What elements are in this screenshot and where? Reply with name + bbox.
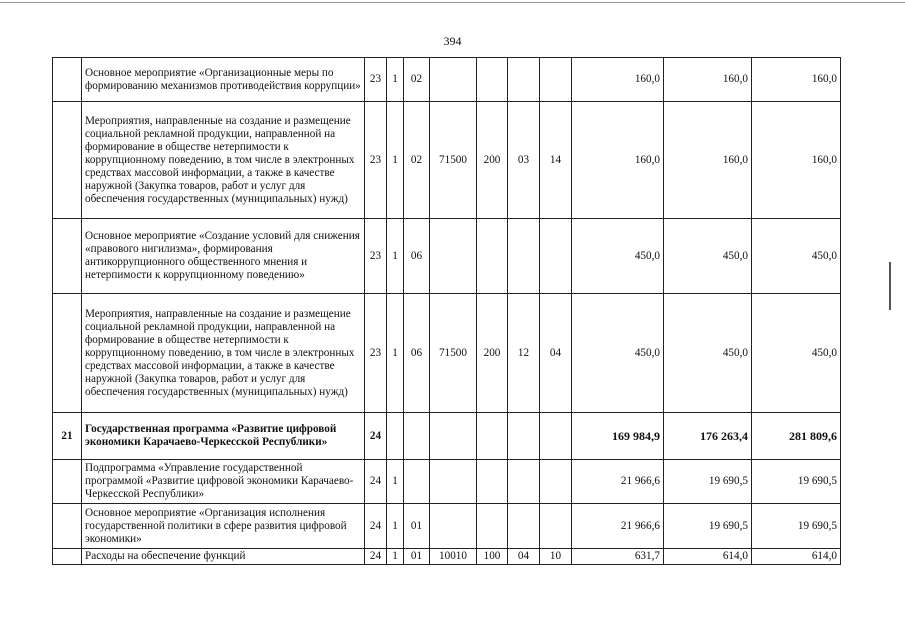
code-expense-type <box>477 219 508 294</box>
code-program: 23 <box>365 102 387 219</box>
row-description: Подпрограмма «Управление государственной программой «Развитие цифровой экономики Карачаево-Черкесской Республики» <box>82 460 365 504</box>
row-number <box>53 219 82 294</box>
code-subsection <box>540 460 572 504</box>
page-number: 394 <box>443 34 462 48</box>
row-description: Мероприятия, направленные на создание и размещение социальной рекламной продукции, направленной на формирование в обществе нетерпимости к коррупционному поведению, в том числе в электронных средствах массовой информации, а также в качестве наружной (Закупка товаров, работ и услуг для обеспечения государственных (муниципальных) нужд) <box>82 102 365 219</box>
budget-table <box>52 57 841 565</box>
row-description: Основное мероприятие «Организационные меры по формированию механизмов противодействия коррупции» <box>82 58 365 102</box>
code-direction <box>430 219 477 294</box>
code-subprogram: 1 <box>387 294 404 413</box>
code-subprogram: 1 <box>387 102 404 219</box>
table-row <box>53 504 841 549</box>
amount-year-3: 450,0 <box>752 294 841 413</box>
code-direction <box>430 504 477 549</box>
amount-year-3: 614,0 <box>752 549 841 565</box>
row-description: Основное мероприятие «Создание условий для снижения «правового нигилизма», формирования антикоррупционного общественного мнения и нетерпимости к коррупционному поведению» <box>82 219 365 294</box>
code-subprogram: 1 <box>387 460 404 504</box>
amount-year-2: 450,0 <box>664 294 752 413</box>
code-program: 24 <box>365 549 387 565</box>
code-main-event: 01 <box>404 504 430 549</box>
code-subsection <box>540 219 572 294</box>
code-direction: 71500 <box>430 102 477 219</box>
code-subsection <box>540 58 572 102</box>
code-direction <box>430 460 477 504</box>
code-program: 24 <box>365 460 387 504</box>
code-subsection: 10 <box>540 549 572 565</box>
code-section <box>508 219 540 294</box>
table-row <box>53 549 841 565</box>
code-subsection: 04 <box>540 294 572 413</box>
amount-year-3: 160,0 <box>752 58 841 102</box>
row-number <box>53 58 82 102</box>
code-main-event <box>404 460 430 504</box>
row-number <box>53 504 82 549</box>
code-expense-type: 200 <box>477 102 508 219</box>
amount-year-3: 19 690,5 <box>752 504 841 549</box>
code-expense-type: 100 <box>477 549 508 565</box>
code-subsection <box>540 413 572 460</box>
table-row <box>53 219 841 294</box>
row-description: Государственная программа «Развитие цифровой экономики Карачаево-Черкесской Республики» <box>82 413 365 460</box>
code-subprogram: 1 <box>387 504 404 549</box>
table-row <box>53 102 841 219</box>
code-section: 04 <box>508 549 540 565</box>
code-section <box>508 413 540 460</box>
code-subsection: 14 <box>540 102 572 219</box>
code-program: 23 <box>365 294 387 413</box>
code-program: 23 <box>365 58 387 102</box>
code-direction <box>430 413 477 460</box>
amount-year-3: 19 690,5 <box>752 460 841 504</box>
row-number <box>53 294 82 413</box>
code-program: 24 <box>365 504 387 549</box>
code-expense-type: 200 <box>477 294 508 413</box>
code-subprogram: 1 <box>387 219 404 294</box>
code-main-event: 02 <box>404 102 430 219</box>
code-section <box>508 460 540 504</box>
amount-year-1: 631,7 <box>572 549 664 565</box>
table-row <box>53 460 841 504</box>
binding-edge-mark <box>889 262 891 310</box>
row-number <box>53 102 82 219</box>
row-number <box>53 549 82 565</box>
code-program: 24 <box>365 413 387 460</box>
code-main-event: 06 <box>404 219 430 294</box>
amount-year-1: 21 966,6 <box>572 460 664 504</box>
amount-year-2: 176 263,4 <box>664 413 752 460</box>
amount-year-1: 21 966,6 <box>572 504 664 549</box>
code-direction: 10010 <box>430 549 477 565</box>
amount-year-1: 450,0 <box>572 219 664 294</box>
code-subprogram: 1 <box>387 58 404 102</box>
table-row <box>53 294 841 413</box>
row-description: Расходы на обеспечение функций <box>82 549 365 565</box>
code-main-event: 02 <box>404 58 430 102</box>
code-subprogram <box>387 413 404 460</box>
amount-year-2: 160,0 <box>664 58 752 102</box>
amount-year-2: 614,0 <box>664 549 752 565</box>
code-section: 03 <box>508 102 540 219</box>
amount-year-1: 450,0 <box>572 294 664 413</box>
row-number <box>53 460 82 504</box>
table-row <box>53 413 841 460</box>
code-section: 12 <box>508 294 540 413</box>
row-description: Основное мероприятие «Организация исполнения государственной политики в сфере развития цифровой экономики» <box>82 504 365 549</box>
amount-year-1: 169 984,9 <box>572 413 664 460</box>
amount-year-1: 160,0 <box>572 58 664 102</box>
code-main-event: 01 <box>404 549 430 565</box>
row-number: 21 <box>53 413 82 460</box>
amount-year-3: 160,0 <box>752 102 841 219</box>
code-subsection <box>540 504 572 549</box>
code-main-event: 06 <box>404 294 430 413</box>
code-expense-type <box>477 504 508 549</box>
amount-year-1: 160,0 <box>572 102 664 219</box>
code-section <box>508 504 540 549</box>
amount-year-2: 160,0 <box>664 102 752 219</box>
code-main-event <box>404 413 430 460</box>
code-direction <box>430 58 477 102</box>
amount-year-2: 450,0 <box>664 219 752 294</box>
amount-year-2: 19 690,5 <box>664 504 752 549</box>
code-direction: 71500 <box>430 294 477 413</box>
amount-year-3: 450,0 <box>752 219 841 294</box>
code-expense-type <box>477 413 508 460</box>
code-section <box>508 58 540 102</box>
top-scan-edge <box>0 0 905 4</box>
row-description: Мероприятия, направленные на создание и размещение социальной рекламной продукции, направленной на формирование в обществе нетерпимости к коррупционному поведению, в том числе в электронных средствах массовой информации, а также в качестве наружной (Закупка товаров, работ и услуг для обеспечения государственных (муниципальных) нужд) <box>82 294 365 413</box>
code-program: 23 <box>365 219 387 294</box>
table-row <box>53 58 841 102</box>
amount-year-2: 19 690,5 <box>664 460 752 504</box>
code-subprogram: 1 <box>387 549 404 565</box>
code-expense-type <box>477 460 508 504</box>
amount-year-3: 281 809,6 <box>752 413 841 460</box>
code-expense-type <box>477 58 508 102</box>
